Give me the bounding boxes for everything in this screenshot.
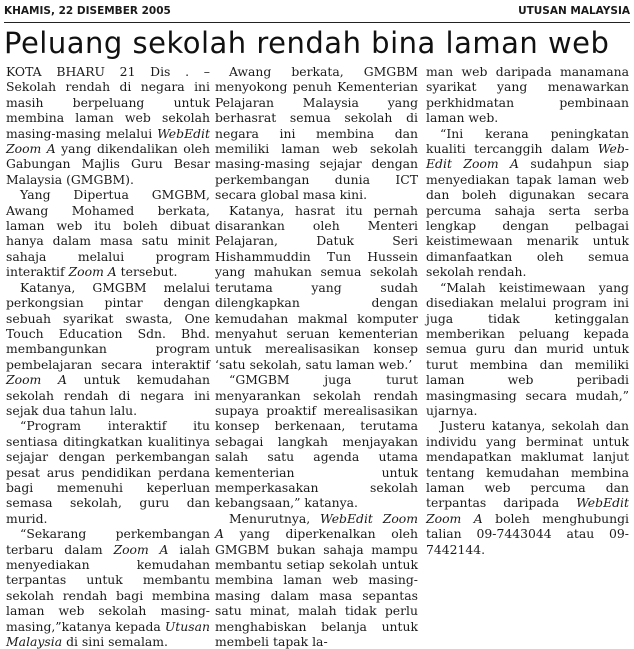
italic-term: Web-Edit Zoom A <box>426 141 629 172</box>
issue-date: KHAMIS, 22 DISEMBER 2005 <box>4 5 171 17</box>
italic-term: WebEdit Zoom A <box>426 495 629 526</box>
italic-term: WebEdit Zoom A <box>6 125 210 157</box>
paragraph: man web daripada manamana syarikat yang menawarkan perkhidmatan pembinaan laman web. <box>426 64 629 126</box>
header-rule <box>4 22 630 23</box>
paragraph: “Program interaktif itu sentiasa ditingkatkan kualitinya sejajar dengan perkembangan pesat arus pendidikan perdana bagi memenuhi keperluan semasa sekolah, guru dan murid. <box>6 418 210 526</box>
italic-term: Utusan Malaysia <box>6 618 210 649</box>
paragraph: Katanya, GMGBM melalui perkongsian pintar dengan sebuah syarikat swasta, One Touch Education Sdn. Bhd. membangunkan program pembelajaran secara interaktif Zoom A untuk kemudahan sekolah rendah di negara ini sejak dua tahun lalu. <box>6 279 210 418</box>
paragraph: Awang berkata, GMGBM menyokong penuh Kementerian Pelajaran Malaysia yang berhasrat semua sekolah di negara ini membina dan memiliki laman web sekolah masing-masing sejajar dengan perkembangan dunia ICT secara global masa kini. <box>215 64 418 203</box>
paragraph: “Sekarang perkembangan terbaru dalam Zoom A ialah menyediakan kemudahan terpantas untuk membantu sekolah rendah bagi membina laman web sekolah masing-masing,”katanya kepada Utusan Malaysia di sini semalam. <box>6 526 210 649</box>
paragraph: “GMGBM juga turut menyarankan sekolah rendah supaya proaktif merealisasikan konsep berkenaan, terutama sebagai langkah menjayakan salah satu agenda utama kementerian untuk memperkasakan sekolah kebangsaan,” katanya. <box>215 372 418 511</box>
italic-term: Zoom A <box>68 264 117 280</box>
paragraph: KOTA BHARU 21 Dis . – Sekolah rendah di negara ini masih berpeluang untuk membina laman web sekolah masing-masing melalui WebEdit Zoom A yang dikendalikan oleh Gabungan Majlis Guru Besar Malaysia (GMGBM). <box>6 64 210 187</box>
paragraph: “Malah keistimewaan yang disediakan melalui program ini juga tidak ketinggalan memberikan peluang kepada semua guru dan murid untuk turut membina dan memiliki laman web peribadi masingmasing secara mudah,” ujarnya. <box>426 279 629 418</box>
paragraph: “Ini kerana peningkatan kualiti tercanggih dalam Web-Edit Zoom A sudahpun siap menyediakan tapak laman web dan boleh digunakan secara percuma sahaja serta serba lengkap dengan pelbagai keistimewaan menarik untuk dimanfaatkan oleh semua sekolah rendah. <box>426 125 629 280</box>
italic-term: Zoom A <box>113 541 169 557</box>
article-column-2 <box>215 64 418 649</box>
headline: Peluang sekolah rendah bina laman web <box>4 26 610 60</box>
paragraph: Justeru katanya, sekolah dan individu yang berminat untuk mendapatkan maklumat lanjut tentang kemudahan membina laman web percuma dan terpantas daripada WebEdit Zoom A boleh menghubungi talian 09-7443044 atau 09-7442144. <box>426 418 629 557</box>
italic-term: WebEdit Zoom A <box>215 510 419 542</box>
paragraph: Katanya, hasrat itu pernah disarankan oleh Menteri Pelajaran, Datuk Seri Hishammuddin Tun Hussein yang mahukan semua sekolah terutama yang sudah dilengkapkan dengan kemudahan makmal komputer menyahut seruan kementerian untuk merealisasikan konsep ‘satu sekolah, satu laman web.’ <box>215 202 418 372</box>
article-column-1 <box>6 64 210 649</box>
paragraph: Menurutnya, WebEdit Zoom A yang diperkenalkan oleh GMGBM bukan sahaja mampu membantu setiap sekolah untuk membina laman web masing-masing dalam masa sepantas satu minat, malah tidak perlu menghabiskan belanja untuk membeli tapak la- <box>215 510 419 649</box>
italic-term: Zoom A <box>6 372 67 388</box>
publication-name: UTUSAN MALAYSIA <box>518 5 630 17</box>
article-column-3 <box>426 64 629 557</box>
paragraph: Yang Dipertua GMGBM, Awang Mohamed berkata, laman web itu boleh dibuat hanya dalam masa satu minit sahaja melalui program interaktif Zoom A tersebut. <box>6 187 210 280</box>
masthead <box>4 5 630 19</box>
